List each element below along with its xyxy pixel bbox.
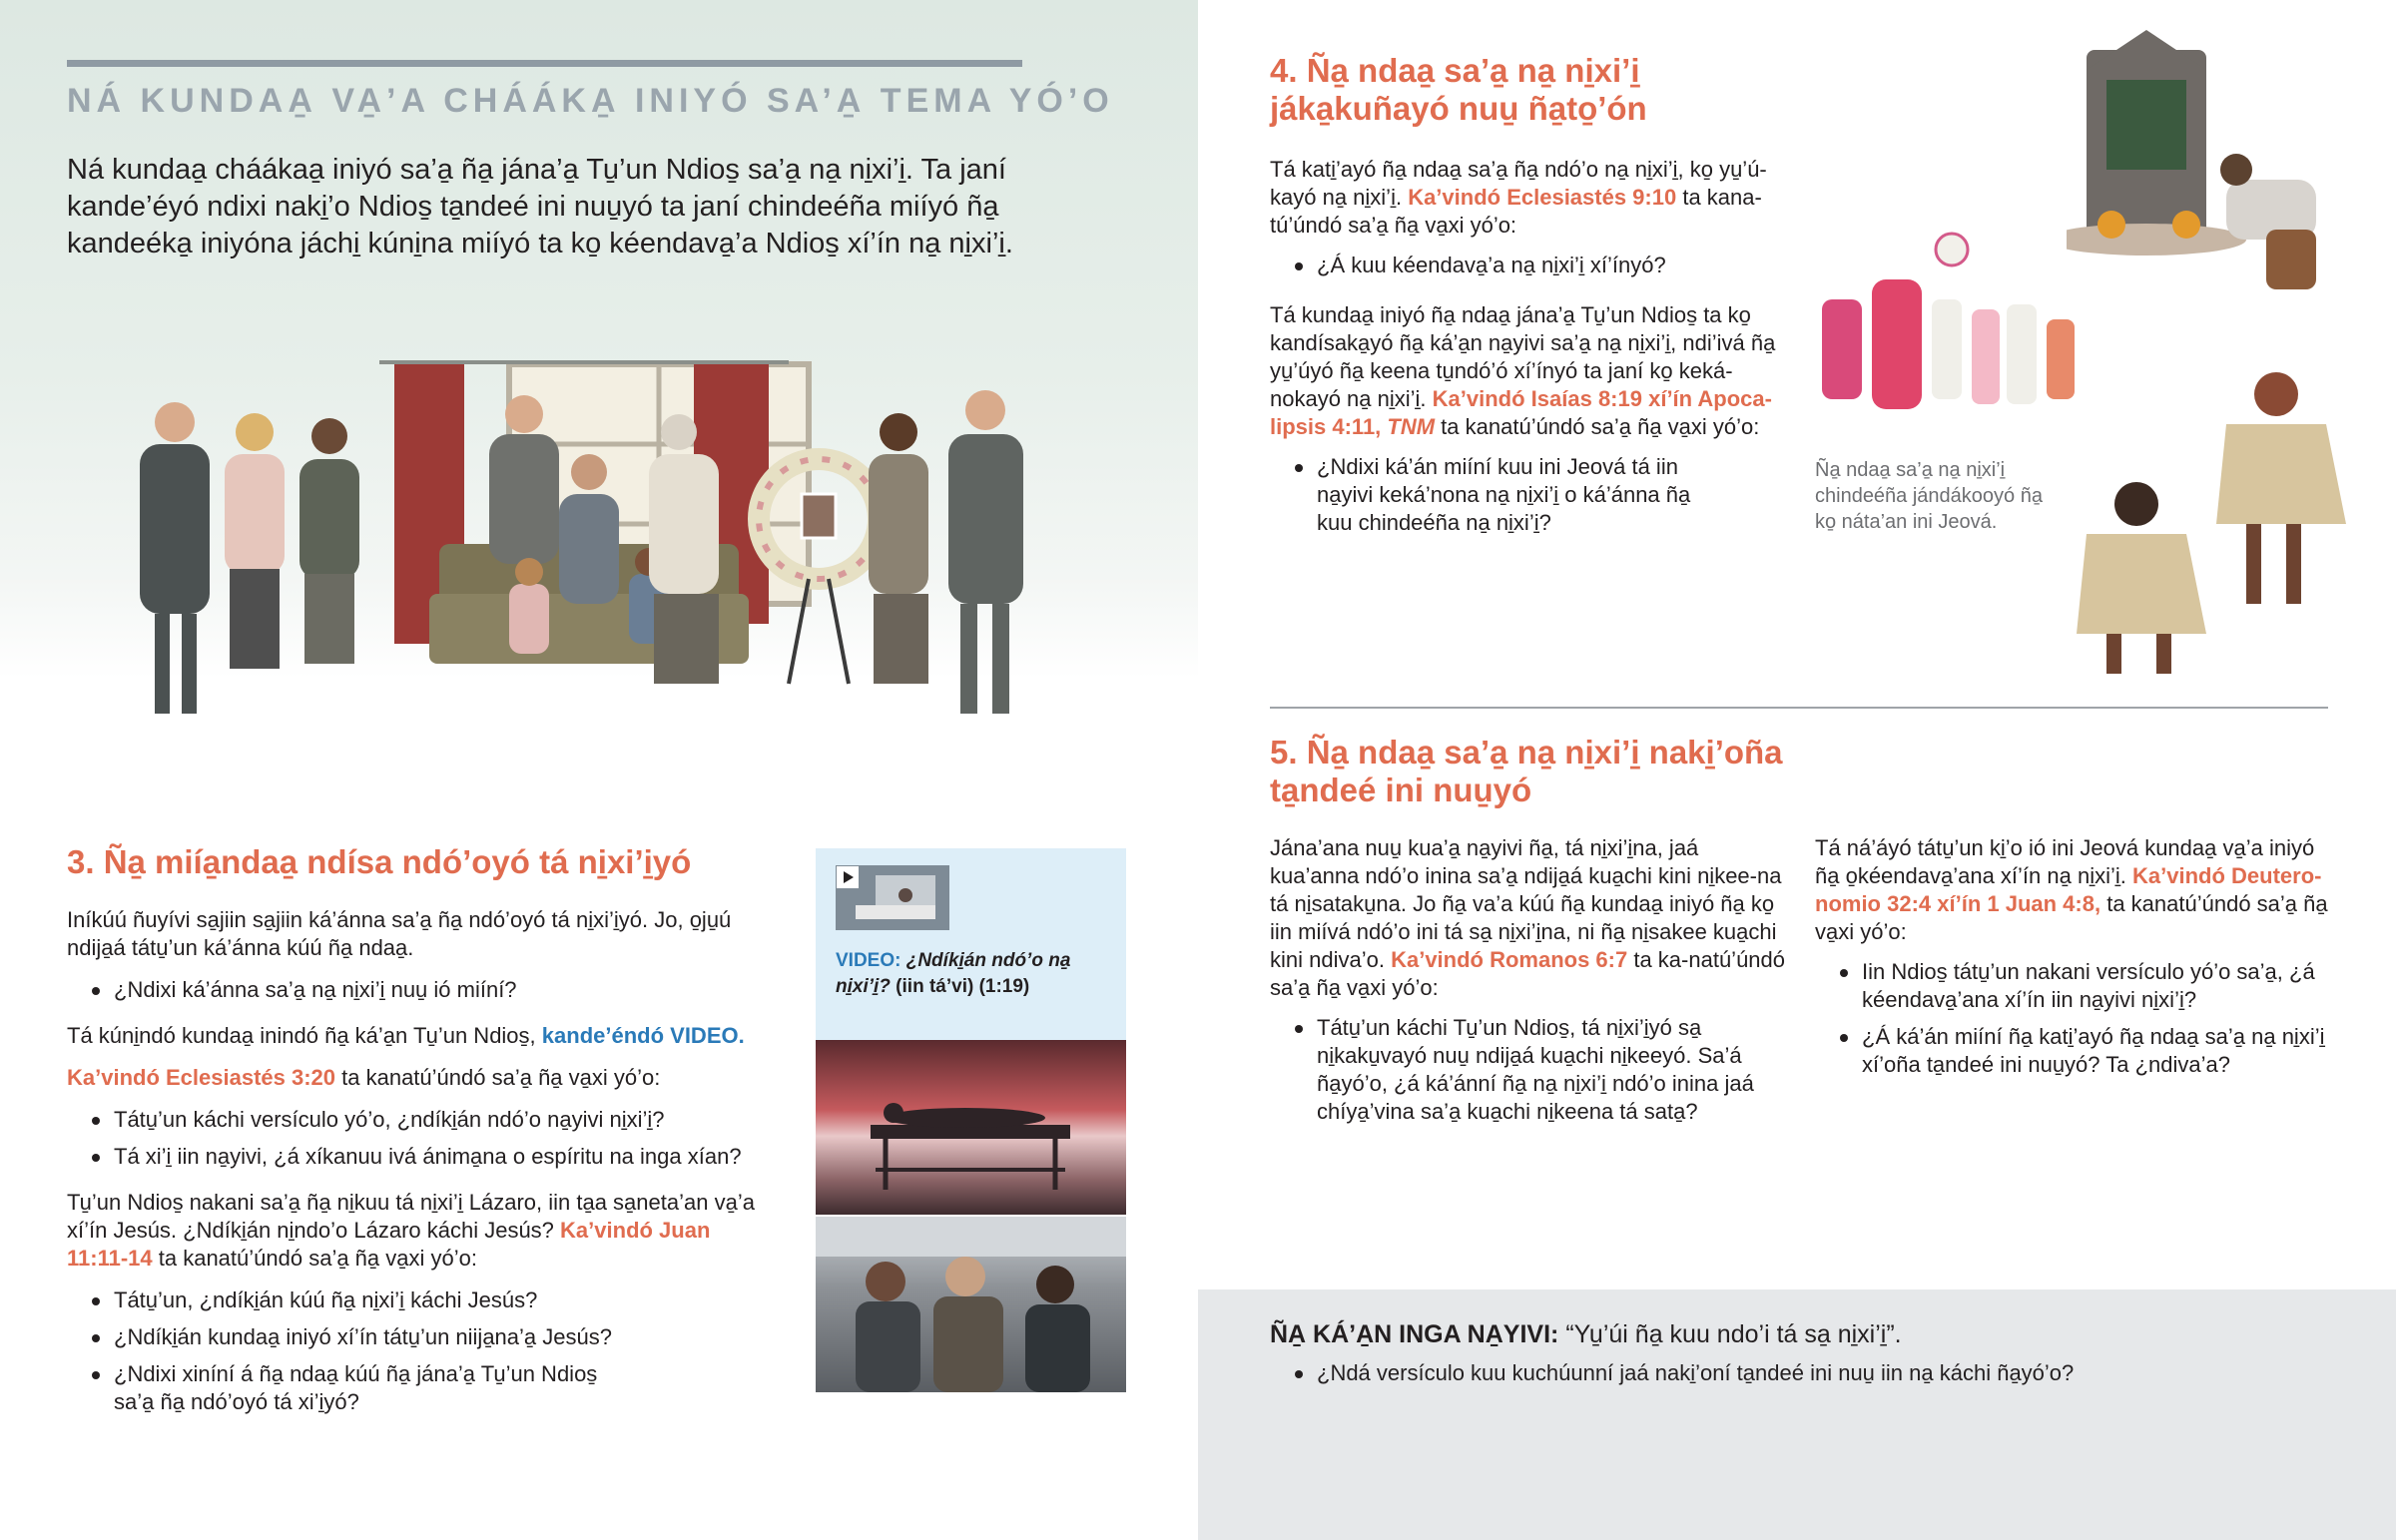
section-3-question-6: ¿Ndixi xiníní á ña̱ ndaa̱ kúú ña̱ jána’a̱ Tu̱’un Ndios̱ sa’a̱ ña̱ ndó’oyó tá xi’i̱yó? xyxy=(67,1360,776,1416)
section-3-paragraph-2 xyxy=(67,1022,776,1050)
section-5-bullets-2 xyxy=(1815,958,2334,1079)
section-5-paragraph-2-text: Tá ná’áyó tátu̱’un ki̱’o ió ini Jeová kundaa̱ va̱’a iniyó ña̱ o̱kéendava̱’ana xí’ín na̱ ni̱xi’i̱. xyxy=(1815,835,2315,888)
video-caption[interactable] xyxy=(836,948,1115,1000)
scripture-ref-romans-6-7[interactable]: Ka’vindó Romanos 6:7 xyxy=(1391,947,1628,972)
section-3-paragraph-1: Iníkúú ñuyívi sa̱jiin sa̱jiin ká’ánna sa’a̱ ña̱ ndó’oyó tá ni̱xi’i̱yó. Jo, o̱ju̱ú ndija̱á tátu̱’un ká’ánna kúú ña̱ ndaa̱. xyxy=(67,907,732,960)
page-kicker: NÁ KUNDAA̱ VA̱’A CHÁÁKA̱ INIYÓ SA’A̱ TEMA YÓ’O xyxy=(67,82,1114,120)
section-3-question-5: ¿Ndíki̱án kundaa̱ iniyó xí’ín tátu̱’un niija̱na’a̱ Jesús? xyxy=(67,1323,776,1351)
section-3-question-2: Tátu̱’un káchi versículo yó’o, ¿ndíki̱án ndó’o na̱yivi ni̱xi’i̱? xyxy=(67,1106,776,1134)
section-4-paragraph-2-text: Tá kundaa̱ iniyó ña̱ ndaa̱ jána’a̱ Tu̱’un Ndios̱ ta ko̱ kandísaka̱yó ña̱ ká’a̱n na̱yivi sa’a̱ na̱ ni̱xi’i̱, ndi’ivá ña̱ yu̱’úyó ña̱ keena tu̱ndó’ó xí’ínyó ta janí ko̱ keká-nokayó na̱ ni̱xi’i̱. xyxy=(1270,302,1776,411)
scripture-ref-deuteronomy-32-4[interactable]: Ka’vindó Deutero-nomio 32:4 xí’ín 1 Juan 4:8, xyxy=(1815,863,2322,916)
section-3-paragraph-4-rest: ta kanatú’úndó sa’a̱ ña̱ va̱xi yó’o: xyxy=(152,1246,477,1271)
what-others-say-bullets xyxy=(1270,1359,2368,1387)
video-meta: (iin tá’vi) (1:19) xyxy=(890,976,1030,997)
section-5-column-2 xyxy=(1815,834,2334,1088)
section-3-title: 3. Ña̱ miía̱ndaa̱ ndísa ndó’oyó tá ni̱xi’i̱yó xyxy=(67,843,692,880)
play-icon[interactable] xyxy=(837,866,859,888)
scripture-ref-ecclesiastes-9-10[interactable]: Ka’vindó Eclesiastés 9:10 xyxy=(1408,185,1677,210)
section-5-title-line-1: 5. Ña̱ ndaa̱ sa’a̱ na̱ ni̱xi’i̱ naki̱’oña xyxy=(1270,734,1783,770)
section-4-title-line-1: 4. Ña̱ ndaa̱ sa’a̱ na̱ ni̱xi’i̱ xyxy=(1270,52,1640,89)
hospital-bed-art xyxy=(816,1040,1126,1215)
ritual-dancers-art xyxy=(2077,354,2356,674)
section-4-paragraph-1-rest: ta kana-tú’úndó sa’a̱ ña̱ va̱xi yó’o: xyxy=(1270,185,1762,238)
scripture-ref-isaiah-8-19[interactable]: Ka’vindó Isaías 8:19 xí’ín Apoca-lipsis 4:11, xyxy=(1270,386,1772,439)
ancestor-worship-illustration xyxy=(2067,30,2336,309)
section-5-title-line-2: ta̱ndeé ini nuu̱yó xyxy=(1270,771,1532,808)
section-4-question-1: ¿Á kuu kéendava̱’a na̱ ni̱xi’i̱ xí’ínyó? xyxy=(1270,252,1789,279)
section-5-paragraph-1-rest: ta ka-natú’úndó sa’a̱ ña̱ va̱xi yó’o: xyxy=(1270,947,1786,1000)
section-3-question-4: Tátu̱’un, ¿ndíki̱án kúú ña̱ ni̱xi’i̱ káchi Jesús? xyxy=(67,1286,776,1314)
section-5-title xyxy=(1270,734,1829,809)
section-5-question-1: Tátu̱’un káchi Tu̱’un Ndios̱, tá ni̱xi’i̱yó sa̱ ni̱kaku̱vayó nuu̱ ndija̱á kua̱chi ni̱keeyó. Sa’á ña̱yó’o, ¿á ká’ánní ña̱ na̱ ni̱xi’i̱ ndó’o inina jaá chíya̱’vina sa’a̱ kua̱chi ni̱keena tá sata̱? xyxy=(1270,1014,1789,1126)
what-others-say-heading: ÑA̱ KÁ’A̱N INGA NA̱YIVI: xyxy=(1270,1320,1566,1348)
top-rule xyxy=(67,60,1022,67)
watch-video-link[interactable]: kande’éndó VIDEO. xyxy=(541,1023,745,1048)
mourners-photo xyxy=(816,1217,1126,1392)
section-5-paragraph-2-rest: ta kanatú’úndó sa’a̱ ña̱ va̱xi yó’o: xyxy=(1815,891,2328,944)
section-4-title xyxy=(1270,52,1829,128)
section-4-bullets-1 xyxy=(1270,252,1789,279)
ancestor-altar-art xyxy=(2067,30,2336,309)
section-5-question-3: ¿Á ká’án miíní ña̱ kati̱’ayó ña̱ ndaa̱ sa’a̱ na̱ ni̱xi’i̱ xí’oña ta̱ndeé ini nuu̱yó? Ta ¿ndiva’a? xyxy=(1815,1023,2334,1079)
what-others-say-quote: “Yu̱’úi ña̱ kuu ndo’i tá sa̱ ni̱xi’i̱”. xyxy=(1565,1320,1902,1348)
section-3-paragraph-3 xyxy=(67,1064,776,1092)
funeral-scene-svg xyxy=(110,344,1078,754)
section-4-image-caption: Ña̱ ndaa̱ sa’a̱ na̱ ni̱xi’i̱ chindeéña jándákooyó ña̱ ko̱ náta’an ini Jeová. xyxy=(1815,459,2043,533)
section-4-paragraph-1 xyxy=(1270,156,1789,240)
scripture-ref-ecclesiastes-3-20[interactable]: Ka’vindó Eclesiastés 3:20 xyxy=(67,1065,336,1090)
mourners-art xyxy=(816,1217,1126,1392)
section-4-paragraph-2-rest: ta kanatú’úndó sa’a̱ ña̱ va̱xi yó’o: xyxy=(1435,414,1760,439)
what-others-say-title xyxy=(1270,1317,2368,1351)
section-5-paragraph-2 xyxy=(1815,834,2334,946)
section-4-paragraph-1-text: Tá kati̱’ayó ña̱ ndaa̱ sa’a̱ ña̱ ndó’o na̱ ni̱xi’i̱, ko̱ yu̱’ú-kayó na̱ ni̱xi’i̱. xyxy=(1270,157,1767,210)
section-3-paragraph-4-text: Tu̱’un Ndios̱ nakani sa’a̱ ña̱ ni̱kuu tá ni̱xi’i̱ Lázaro, iin ta̱a sa̱neta’an va̱’a xí’ín Jesús. ¿Ndíki̱án ni̱ndo’o Lázaro káchi Jesús? xyxy=(67,1190,755,1243)
what-others-say-list xyxy=(1270,1359,2368,1396)
section-3-question-3: Tá xi’i̱ iin na̱yivi, ¿á xíkanuu ivá ánima̱na o espíritu na inga xían? xyxy=(67,1143,776,1171)
section-5-column-1 xyxy=(1270,834,1789,1135)
section-3-bullets-3 xyxy=(67,1286,776,1416)
section-3-question-1: ¿Ndixi ká’ánna sa’a̱ na̱ ni̱xi’i̱ nuu̱ ió miíní? xyxy=(67,976,776,1004)
section-5-paragraph-1-text: Jána’ana nuu̱ kua’a̱ na̱yivi ña̱, tá ni̱xi’i̱na, jaá kua’anna ndó’o inina sa’a̱ ndija̱á kua̱chi kini ni̱kee-na tá ni̱sataku̱na. Jo ña̱ va’a kúú ña̱ kundaa̱ iniyó ña̱ ko̱ iin miívá ndó’o ini tá sa̱ ni̱xi’i̱na, ni ña̱ ni̱sakee kua̱chi kini ndiva’o. xyxy=(1270,835,1782,972)
section-4-body xyxy=(1270,156,1789,546)
video-title: ¿Ndíki̱án ndó’o na̱ ni̱xi’i̱? xyxy=(836,950,1071,997)
section-5-paragraph-1 xyxy=(1270,834,1789,1002)
section-5-bullets-1 xyxy=(1270,1014,1789,1126)
section-4-title-line-2: jáka̱kuñayó nuu̱ ña̱to̱’ón xyxy=(1270,90,1647,127)
intro-paragraph: Ná kundaa̱ cháákaa̱ iniyó sa’a̱ ña̱ jána’a̱ Tu̱’un Ndios̱ sa’a̱ na̱ ni̱xi’i̱. Ta janí kande’éyó ndixi naki̱’o Ndios̱ ta̱ndeé ini nuu̱yó ta janí chindeéña miíyó ña̱ kandeéka̱ iniyóna jáchi̱ kúni̱na miíyó ta ko̱ kéendava̱’a Ndios̱ xí’ín na̱ ni̱xi’i̱. xyxy=(67,154,1013,259)
section-3-bullets-2 xyxy=(67,1106,776,1171)
video-label: VIDEO: xyxy=(836,950,906,971)
scripture-ref-john-11-11-14[interactable]: Ka’vindó Juan 11:11-14 xyxy=(67,1218,711,1271)
what-others-say-question: ¿Ndá versículo kuu kuchúunní jaá naki̱’oní ta̱ndeé ini nuu̱ iin na̱ káchi ña̱yó’o? xyxy=(1270,1359,2368,1387)
festival-parade-art xyxy=(1802,210,2101,429)
festival-illustration xyxy=(1802,210,2101,429)
section-5-question-2: Iin Ndios̱ tátu̱’un nakani versículo yó’o sa’a̱, ¿á kéendava̱’ana xí’ín iin na̱yivi ni̱xi’i̱? xyxy=(1815,958,2334,1014)
section-4-question-2: ¿Ndixi ká’án miíní kuu ini Jeová tá iin na̱yivi keká’nona na̱ ni̱xi’i̱ o ká’ánna ña̱ kuu chindeéña na̱ ni̱xi’i̱? xyxy=(1270,453,1789,537)
section-3-paragraph-2-text: Tá kúni̱ndó kundaa̱ inindó ña̱ ká’a̱n Tu̱’un Ndios̱, xyxy=(67,1023,542,1048)
section-4-paragraph-2 xyxy=(1270,301,1789,441)
funeral-illustration xyxy=(110,344,1078,754)
ritual-dancers-illustration xyxy=(2077,354,2356,674)
section-3-bullets-1 xyxy=(67,976,776,1004)
section-3-paragraph-3-text: ta kanatú’úndó sa’a̱ ña̱ va̱xi yó’o: xyxy=(335,1065,661,1090)
section-divider xyxy=(1270,707,2328,709)
hospital-bed-photo xyxy=(816,1040,1126,1215)
section-3-body xyxy=(67,906,776,1425)
section-3-paragraph-4 xyxy=(67,1189,776,1273)
scripture-ref-tnm[interactable]: TNM xyxy=(1387,414,1436,439)
play-triangle-icon xyxy=(837,866,859,888)
section-4-bullets-2 xyxy=(1270,453,1789,537)
